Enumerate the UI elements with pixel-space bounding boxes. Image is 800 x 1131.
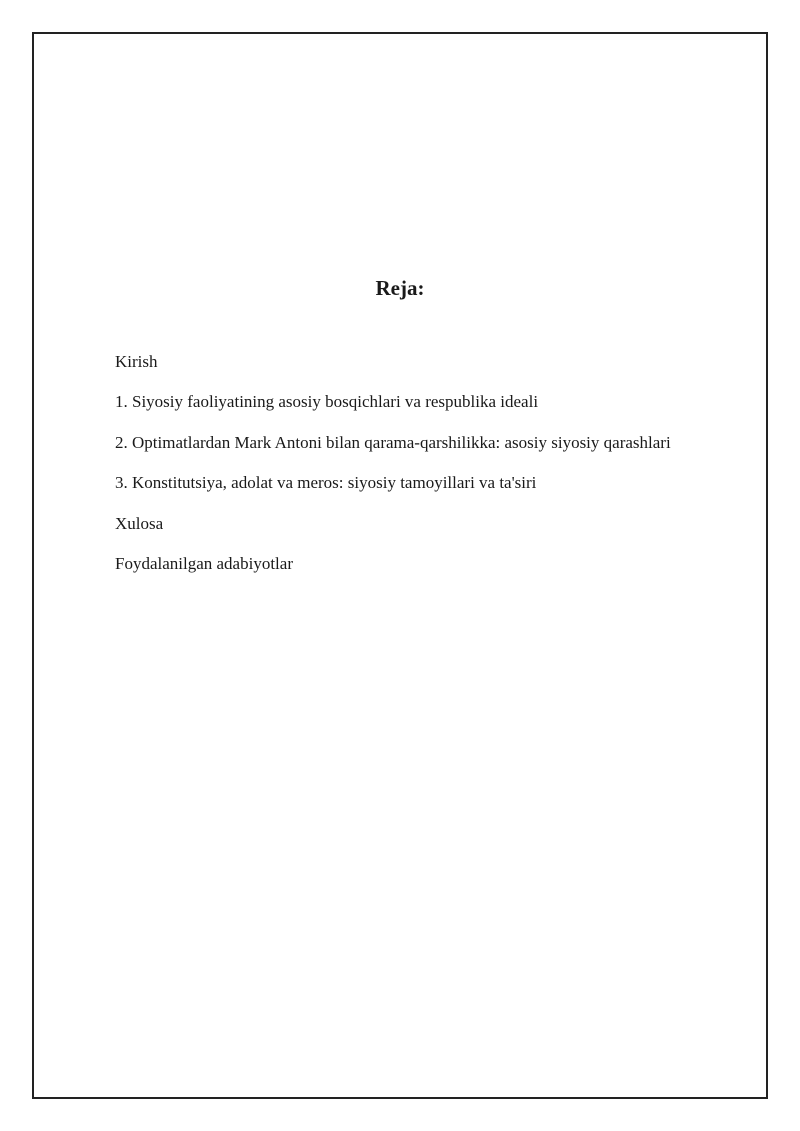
toc-item-chapter-2: 2. Optimatlardan Mark Antoni bilan qarama-qarshilikka: asosiy siyosiy qarashlari — [115, 432, 671, 452]
page-title: Reja: — [375, 276, 425, 300]
toc-item-chapter-3: 3. Konstitutsiya, adolat va meros: siyosiy tamoyillari va ta'siri — [115, 473, 537, 493]
toc-item-introduction: Kirish — [115, 352, 158, 371]
table-of-contents — [115, 350, 671, 592]
toc-item-references: Foydalanilgan adabiyotlar — [115, 553, 293, 573]
toc-item-conclusion: Xulosa — [115, 513, 164, 533]
toc-item-chapter-1: 1. Siyosiy faoliyatining asosiy bosqichlari va respublika ideali — [115, 392, 539, 412]
